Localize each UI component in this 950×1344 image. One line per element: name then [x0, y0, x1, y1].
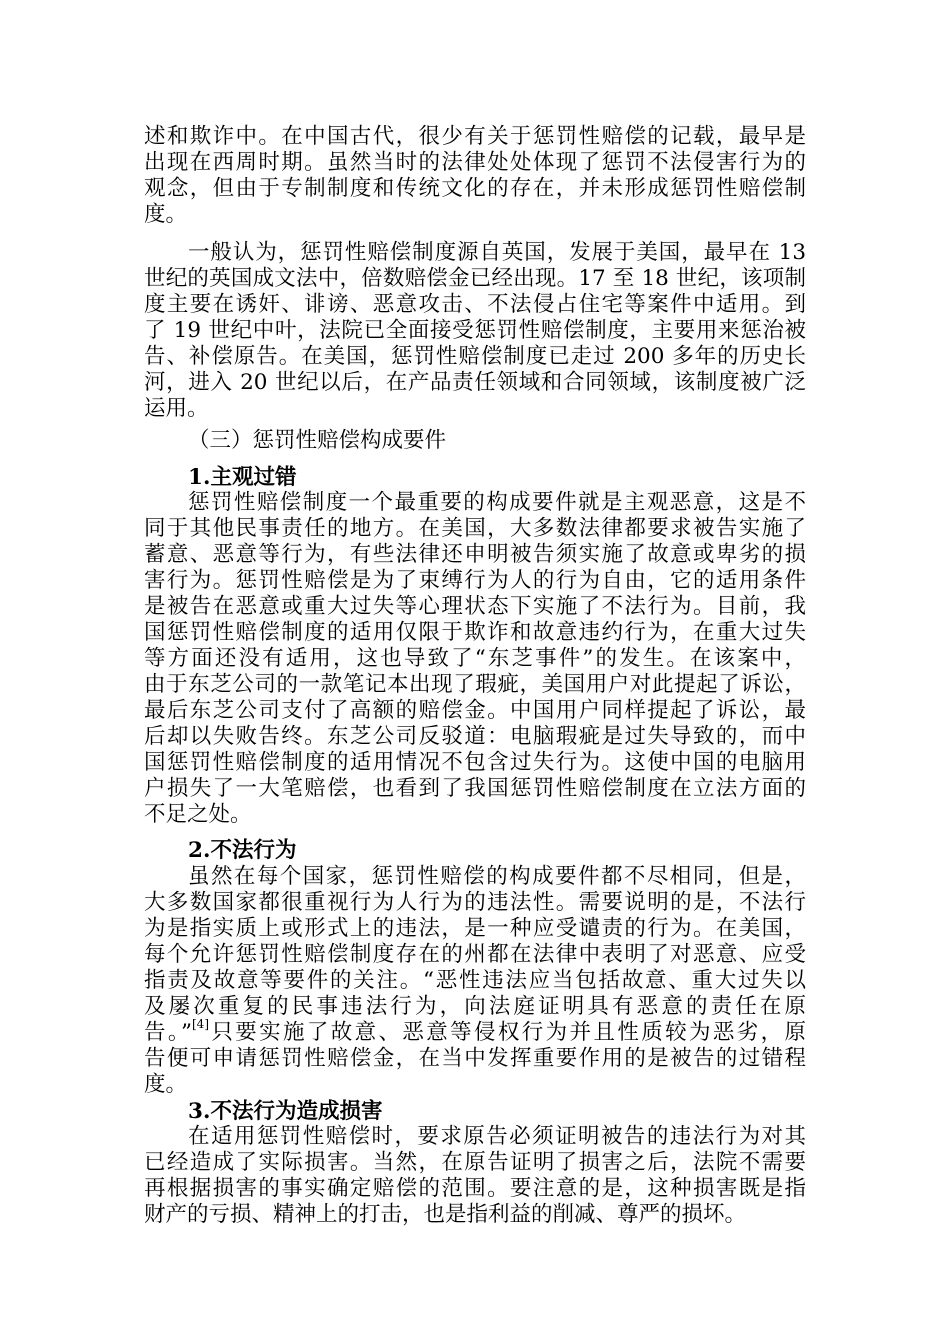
text-line: 观念，但由于专制制度和传统文化的存在，并未形成惩罚性赔偿制: [144, 176, 806, 201]
text-line: 蓄意、恶意等行为，有些法律还申明被告须实施了故意或卑劣的损: [144, 542, 806, 567]
paragraph-3: [144, 490, 806, 828]
text-line: 每个允许惩罚性赔偿制度存在的州都在法律中表明了对恶意、应受: [144, 942, 806, 967]
text-line: 户损失了一大笔赔偿，也看到了我国惩罚性赔偿制度在立法方面的: [144, 776, 806, 801]
text-line: 为是指实质上或形式上的违法，是一种应受谴责的行为。在美国，: [144, 916, 806, 941]
text-line: 最后东芝公司支付了高额的赔偿金。中国用户同样提起了诉讼，最: [144, 698, 806, 723]
text-line: 财产的亏损、精神上的打击，也是指利益的削减、尊严的损坏。: [144, 1202, 747, 1227]
paragraph-4: [144, 864, 806, 1098]
paragraph-1: [144, 124, 806, 228]
paragraph-2: [144, 240, 806, 422]
text-line: 一般认为，惩罚性赔偿制度源自英国，发展于美国，最早在 13: [188, 240, 806, 265]
text-line: 述和欺诈中。在中国古代，很少有关于惩罚性赔偿的记载，最早是: [144, 124, 806, 149]
text-line: 运用。: [144, 396, 209, 421]
text-line: 同于其他民事责任的地方。在美国，大多数法律都要求被告实施了: [144, 516, 806, 541]
text-line: 度主要在诱奸、诽谤、恶意攻击、不法侵占住宅等案件中适用。到: [144, 292, 806, 317]
section-heading: （三）惩罚性赔偿构成要件: [188, 428, 447, 453]
citation-ref[interactable]: [4]: [192, 1017, 209, 1031]
text-line: 了 19 世纪中叶，法院已全面接受惩罚性赔偿制度，主要用来惩治被: [144, 318, 806, 343]
text-line: 告、补偿原告。在美国，惩罚性赔偿制度已走过 200 多年的历史长: [144, 344, 806, 369]
text-line: 国惩罚性赔偿制度的适用情况不包含过失行为。这使中国的电脑用: [144, 750, 806, 775]
text-line: 及屡次重复的民事违法行为，向法庭证明具有恶意的责任在原: [144, 994, 806, 1019]
text-line: 大多数国家都很重视行为人行为的违法性。需要说明的是，不法行: [144, 890, 806, 915]
paragraph-5: [144, 1124, 806, 1228]
text-line: 不足之处。: [144, 802, 252, 827]
text-line: 已经造成了实际损害。当然，在原告证明了损害之后，法院不需要: [144, 1150, 806, 1175]
text-line: 惩罚性赔偿制度一个最重要的构成要件就是主观恶意，这是不: [188, 490, 806, 515]
text-line: 害行为。惩罚性赔偿是为了束缚行为人的行为自由，它的适用条件: [144, 568, 806, 593]
text-line: 虽然在每个国家，惩罚性赔偿的构成要件都不尽相同，但是，: [188, 864, 806, 889]
text-line: 度。: [144, 202, 188, 227]
subheading-3: 3.不法行为造成损害: [188, 1099, 383, 1124]
text-line: 世纪的英国成文法中，倍数赔偿金已经出现。17 至 18 世纪，该项制: [144, 266, 806, 291]
text-line: 国惩罚性赔偿制度的适用仅限于欺诈和故意违约行为，在重大过失: [144, 620, 806, 645]
subheading-1: 1.主观过错: [188, 465, 297, 490]
text-line-with-citation: [144, 1017, 806, 1046]
text-line: 河，进入 20 世纪以后，在产品责任领域和合同领域，该制度被广泛: [144, 370, 806, 395]
text-segment: 告。”: [144, 1020, 192, 1045]
text-line: 在适用惩罚性赔偿时，要求原告必须证明被告的违法行为对其: [188, 1124, 806, 1149]
text-line: 指责及故意等要件的关注。“恶性违法应当包括故意、重大过失以: [144, 968, 806, 993]
text-line: 再根据损害的事实确定赔偿的范围。要注意的是，这种损害既是指: [144, 1176, 806, 1201]
text-line: 是被告在恶意或重大过失等心理状态下实施了不法行为。目前，我: [144, 594, 806, 619]
text-line: 由于东芝公司的一款笔记本出现了瑕疵，美国用户对此提起了诉讼，: [144, 672, 806, 697]
text-line: 等方面还没有适用，这也导致了“东芝事件”的发生。在该案中，: [144, 646, 806, 671]
text-segment: 只要实施了故意、恶意等侵权行为并且性质较为恶劣，原: [209, 1020, 806, 1045]
text-line: 后却以失败告终。东芝公司反驳道：电脑瑕疵是过失导致的，而中: [144, 724, 806, 749]
text-line: 度。: [144, 1072, 188, 1097]
text-line: 出现在西周时期。虽然当时的法律处处体现了惩罚不法侵害行为的: [144, 150, 806, 175]
subheading-2: 2.不法行为: [188, 838, 297, 863]
text-line: 告便可申请惩罚性赔偿金，在当中发挥重要作用的是被告的过错程: [144, 1046, 806, 1071]
